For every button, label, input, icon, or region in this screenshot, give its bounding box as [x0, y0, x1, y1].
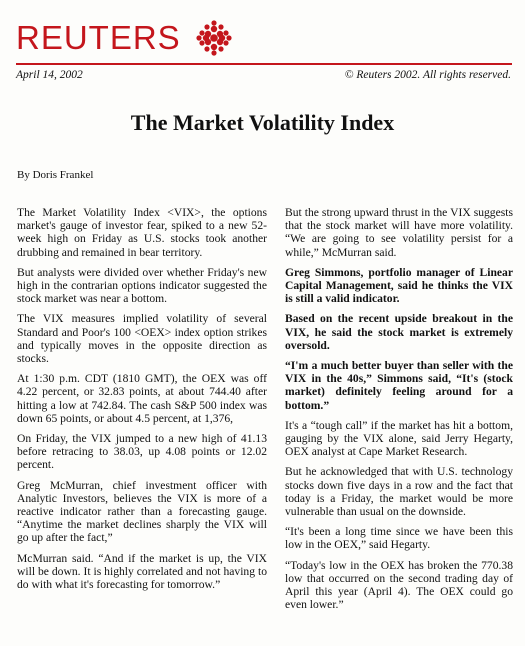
paragraph-bold: Greg Simmons, portfolio manager of Linear Capital Management, said he thinks the VIX is still a valid indicator.: [285, 265, 513, 306]
paragraph: On Friday, the VIX jumped to a new high of 41.13 before retracing to 38.03, up 4.08 points or 12.02 percent.: [17, 432, 267, 472]
paragraph: The Market Volatility Index <VIX>, the options market's gauge of investor fear, spiked to a new 52-week high on Friday as U.S. stocks took another drubbing and remained in bear territory.: [17, 206, 267, 259]
paragraph-bold: Based on the recent upside breakout in the VIX, he said the stock market is extremely oversold.: [285, 312, 513, 352]
reuters-dots-icon: [195, 19, 233, 57]
paragraph: McMurran said. “And if the market is up, the VIX will be down. It is highly correlated and not having to do with what it's forecasting for tomorrow.”: [17, 551, 267, 592]
article-column-left: [17, 206, 267, 598]
paragraph: Greg McMurran, chief investment officer with Analytic Investors, believes the VIX is more of a reactive indicator rather than a forecasting gauge. “Anytime the market declines sharply the VIX will go up after the fact,”: [17, 478, 267, 545]
paragraph: It's a “tough call” if the market has hit a bottom, gauging by the VIX alone, said Jerry Hegarty, OEX analyst at Cape Market Research.: [285, 418, 513, 459]
paragraph: “Today's low in the OEX has broken the 770.38 low that occurred on the second trading day of April this year (April 4). The OEX could go even lower.”: [285, 558, 513, 612]
header-rule: [16, 63, 512, 65]
copyright-notice: © Reuters 2002. All rights reserved.: [344, 69, 511, 81]
dateline: April 14, 2002: [16, 69, 83, 81]
paragraph: But analysts were divided over whether Friday's new high in the contrarian options indicator suggested the stock market was near a bottom.: [17, 265, 267, 306]
paragraph: At 1:30 p.m. CDT (1810 GMT), the OEX was off 4.22 percent, or 32.83 points, at about 744.40 after hitting a low at 742.84. The cash S&P 500 index was down 65 points, or about 4.5 percent, at 1,376,: [17, 372, 267, 425]
byline: By Doris Frankel: [17, 169, 94, 181]
paragraph: But the strong upward thrust in the VIX suggests that the stock market will have more volatility. “We are going to see volatility persist for a while,” McMurran said.: [285, 206, 513, 259]
article-title: The Market Volatility Index: [130, 110, 395, 135]
brand-wordmark: REUTERS: [16, 19, 181, 56]
paragraph: But he acknowledged that with U.S. technology stocks down five days in a row and the fact that today is a Friday, the market would be more vulnerable than usual on the downside.: [285, 465, 513, 519]
paragraph-bold: “I'm a much better buyer than seller with the VIX in the 40s,” Simmons said, “It's (stock market) definitely feeling around for a bottom.”: [285, 359, 513, 412]
paragraph: The VIX measures implied volatility of several Standard and Poor's 100 <OEX> index option strikes and typically moves in the opposite direction as stocks.: [17, 312, 267, 366]
article-column-right: [285, 206, 513, 618]
paragraph: “It's been a long time since we have been this low in the OEX,” said Hegarty.: [285, 525, 513, 552]
reuters-logo: [16, 18, 233, 58]
